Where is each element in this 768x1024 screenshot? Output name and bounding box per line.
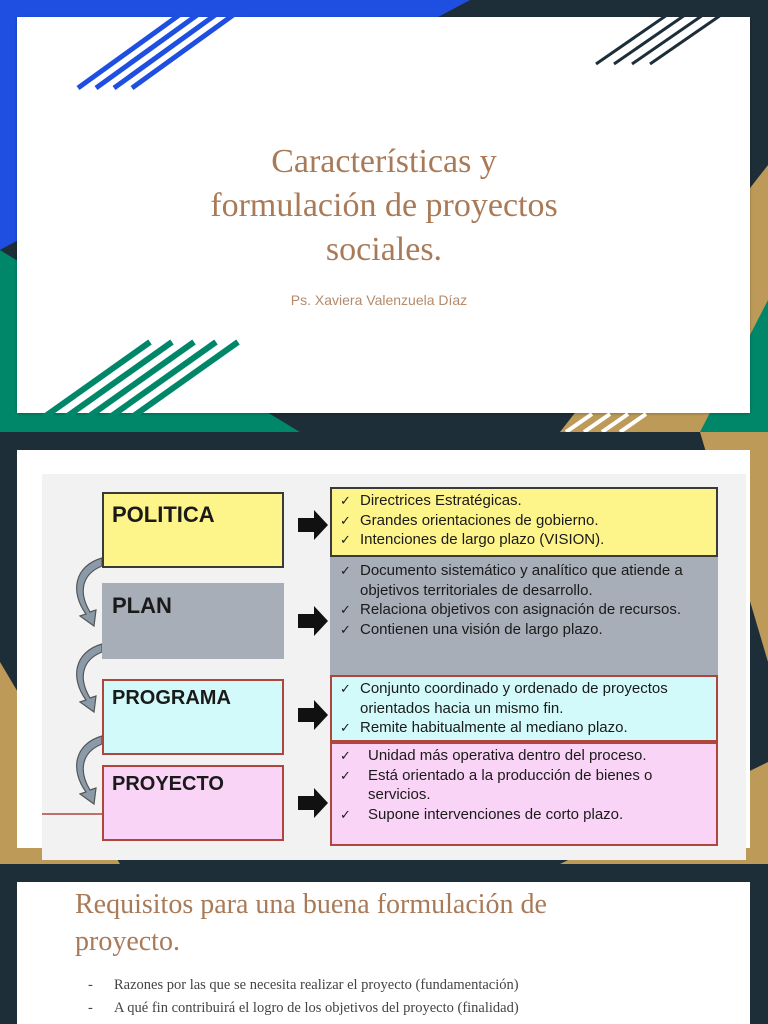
description-box-politica bbox=[330, 487, 718, 557]
slide-hierarchy-diagram bbox=[0, 432, 768, 864]
check-icon: ✓ bbox=[340, 806, 351, 822]
block-arrow-icon bbox=[298, 510, 328, 540]
description-item: ✓ Relaciona objetivos con asignación de recursos. bbox=[340, 601, 682, 618]
check-icon: ✓ bbox=[340, 512, 351, 528]
check-icon: ✓ bbox=[340, 602, 351, 617]
title-line: Requisitos para una buena formulación de bbox=[75, 889, 547, 920]
check-icon: ✓ bbox=[340, 767, 351, 783]
title-line: Características y bbox=[271, 143, 497, 180]
level-box-programa: PROGRAMA bbox=[102, 679, 284, 755]
presentation-title bbox=[0, 140, 768, 272]
description-box-proyecto bbox=[330, 742, 718, 846]
list-item-text: Razones por las que se necesita realizar el proyecto (fundamentación) bbox=[114, 977, 519, 993]
check-icon: ✓ bbox=[340, 681, 351, 696]
description-item: ✓ Remite habitualmente al mediano plazo. bbox=[340, 719, 628, 736]
level-box-plan: PLAN bbox=[102, 583, 284, 659]
description-box-plan bbox=[330, 557, 718, 675]
description-item: ✓ Contienen una visión de largo plazo. bbox=[340, 620, 603, 638]
description-box-programa bbox=[330, 675, 718, 742]
requirements-title bbox=[75, 886, 675, 960]
title-line: proyecto. bbox=[75, 926, 180, 957]
list-item bbox=[88, 974, 748, 997]
block-arrow-icon bbox=[298, 606, 328, 636]
author-name: Ps. Xaviera Valenzuela Díaz bbox=[290, 292, 468, 308]
title-line: formulación de proyectos bbox=[210, 187, 558, 224]
diagram-card bbox=[17, 450, 750, 848]
description-item: ✓ Directrices Estratégicas. bbox=[340, 492, 522, 509]
bullet-dash: - bbox=[88, 1000, 93, 1016]
description-item: ✓ Intenciones de largo plazo (VISION). bbox=[340, 531, 605, 548]
block-arrow-icon bbox=[298, 700, 328, 730]
block-arrow-icon bbox=[298, 788, 328, 818]
check-icon: ✓ bbox=[340, 493, 351, 508]
planning-hierarchy-diagram bbox=[42, 474, 746, 860]
description-item: ✓ Está orientado a la producción de bienes o servicios. bbox=[340, 766, 653, 803]
slide-title bbox=[0, 0, 768, 432]
slide-requirements bbox=[0, 864, 768, 1024]
requirements-list bbox=[88, 974, 748, 1020]
list-item bbox=[88, 997, 748, 1020]
check-icon: ✓ bbox=[340, 563, 351, 578]
level-box-politica: POLITICA bbox=[102, 492, 284, 568]
level-box-proyecto: PROYECTO bbox=[102, 765, 284, 841]
description-item: ✓ Documento sistemático y analítico que atiende a objetivos territoriales de desarrollo. bbox=[340, 562, 683, 599]
check-icon: ✓ bbox=[340, 720, 351, 735]
title-line: sociales. bbox=[325, 231, 443, 268]
list-item-text: A qué fin contribuirá el logro de los objetivos del proyecto (finalidad) bbox=[114, 1000, 519, 1016]
description-item: ✓ Unidad más operativa dentro del proceso. bbox=[340, 747, 647, 764]
description-item: ✓ Conjunto coordinado y ordenado de proyectos orientados hacia un mismo fin. bbox=[340, 680, 668, 717]
bullet-dash: - bbox=[88, 977, 93, 993]
check-icon: ✓ bbox=[340, 621, 351, 637]
description-item: ✓ Supone intervenciones de corto plazo. bbox=[340, 805, 624, 823]
check-icon: ✓ bbox=[340, 748, 351, 763]
check-icon: ✓ bbox=[340, 532, 351, 547]
description-item: ✓ Grandes orientaciones de gobierno. bbox=[340, 511, 599, 529]
